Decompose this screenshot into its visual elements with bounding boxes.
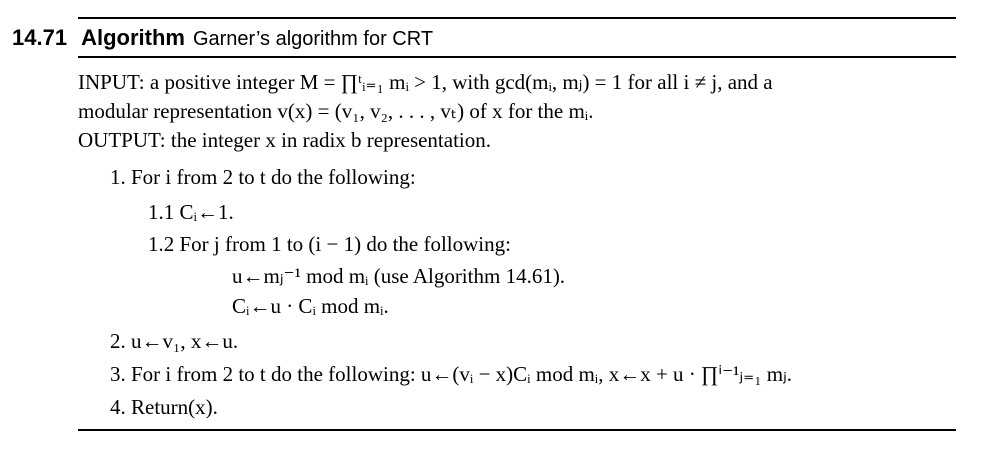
heading-rule (78, 56, 956, 58)
algorithm-keyword: Algorithm (81, 25, 185, 50)
algorithm-number: 14.71 (12, 25, 68, 50)
algorithm-title: Garner’s algorithm for CRT (192, 28, 434, 50)
step-1-2-update: Cᵢ←u · Cᵢ mod mᵢ. (232, 294, 389, 318)
input-line-2: modular representation v(x) = (v₁, v₂, . . . , vₜ) of x for the mᵢ. (78, 99, 594, 123)
step-1: 1. For i from 2 to t do the following: (110, 165, 416, 189)
input-line-1: INPUT: a positive integer M = ∏ᵗᵢ₌₁ mᵢ > 1, with gcd(mᵢ, mⱼ) = 1 for all i ≠ j, and a (78, 70, 773, 94)
output-line: OUTPUT: the integer x in radix b representation. (78, 128, 492, 152)
step-4: 4. Return(x). (110, 395, 218, 419)
top-rule (78, 17, 956, 19)
algorithm-heading (12, 22, 433, 54)
step-1-2: 1.2 For j from 1 to (i − 1) do the following: (148, 232, 511, 256)
step-1-2-inverse: u←mⱼ⁻¹ mod mᵢ (use Algorithm 14.61). (232, 264, 566, 288)
bottom-rule (78, 429, 956, 431)
step-2: 2. u←v₁, x←u. (110, 329, 239, 353)
step-1-1: 1.1 Cᵢ←1. (148, 200, 234, 224)
step-3: 3. For i from 2 to t do the following: u←(vᵢ − x)Cᵢ mod mᵢ, x←x + u · ∏ⁱ⁻¹ⱼ₌₁ mⱼ. (110, 362, 793, 386)
